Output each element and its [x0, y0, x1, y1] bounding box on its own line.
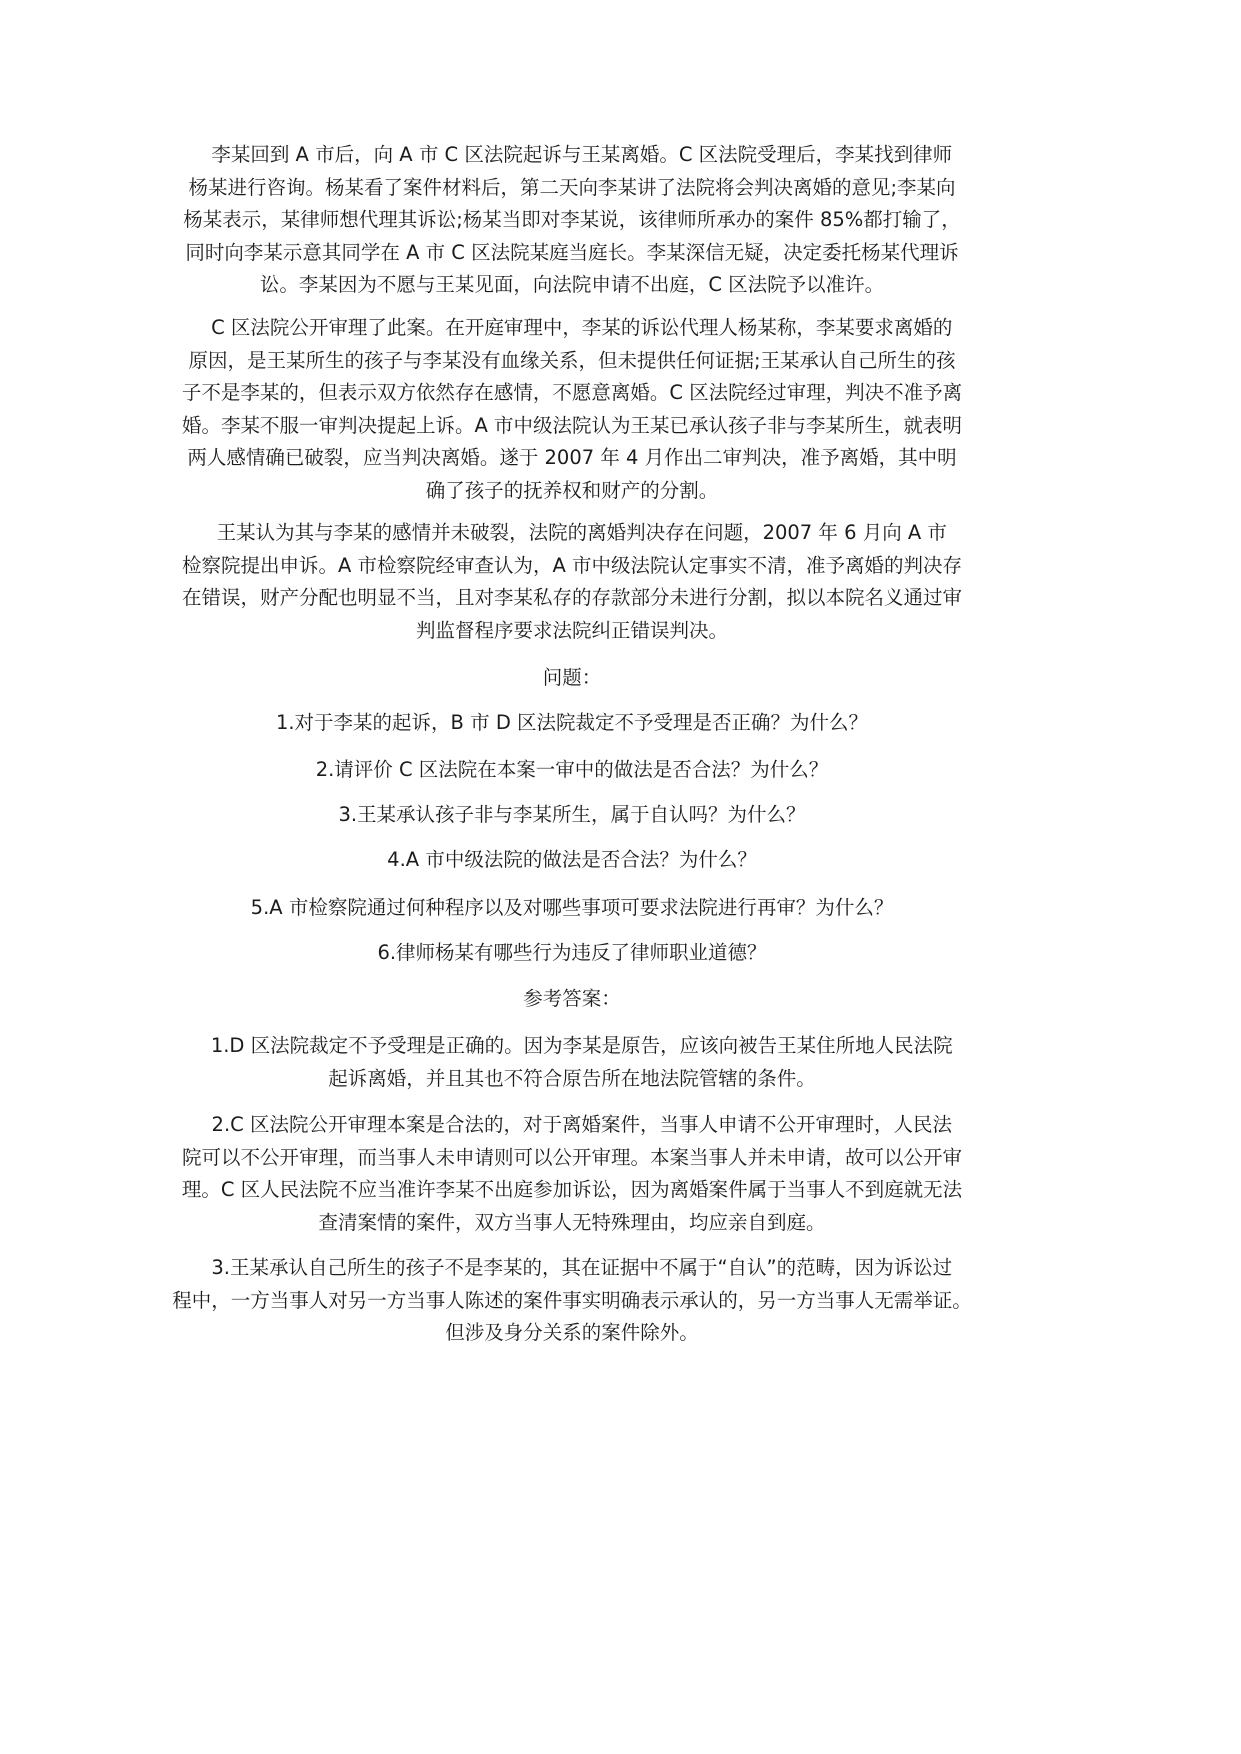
- answer-line: 查清案情的案件，双方当事人无特殊理由，均应亲自到庭。: [318, 1210, 826, 1234]
- case-paragraph: [150, 517, 994, 647]
- answer-line: 2.C 区法院公开审理本案是合法的，对于离婚案件，当事人申请不公开审理时，人民法: [211, 1113, 952, 1136]
- case-paragraph: [150, 312, 994, 507]
- answers-heading-text: 参考答案：: [523, 987, 621, 1010]
- paragraph-line: 判监督程序要求法院纠正错误判决。: [415, 618, 728, 642]
- question-item: [150, 844, 994, 877]
- paragraph-line: 子不是李某的，但表示双方依然存在感情，不愿意离婚。C 区法院经过审理，判决不准予离: [181, 381, 963, 404]
- question-item: [150, 937, 994, 970]
- question-text: 2.请评价 C 区法院在本案一审中的做法是否合法？为什么？: [315, 758, 829, 781]
- paragraph-line: 原因，是王某所生的孩子与李某没有血缘关系，但未提供任何证据;王某承认自己所生的孩: [188, 348, 956, 372]
- answer-line: 但涉及身分关系的案件除外。: [445, 1321, 699, 1344]
- paragraph-line: 在错误，财产分配也明显不当，且对李某私存的存款部分未进行分割，拟以本院名义通过审: [181, 586, 962, 609]
- answer-paragraph: [150, 1030, 994, 1095]
- question-item: [150, 754, 994, 787]
- answer-line: 程中，一方当事人对另一方当事人陈述的案件事实明确表示承认的，另一方当事人无需举证。: [172, 1288, 972, 1312]
- answer-paragraph: [150, 1109, 994, 1239]
- question-text: 6.律师杨某有哪些行为违反了律师职业道德？: [377, 941, 767, 964]
- question-item: [150, 892, 994, 925]
- paragraph-line: 杨某进行咨询。杨某看了案件材料后，第二天向李某讲了法院将会判决离婚的意见;李某向: [188, 175, 956, 199]
- question-text: 1.对于李某的起诉，B 市 D 区法院裁定不予受理是否正确？为什么？: [275, 711, 869, 734]
- paragraph-line: 讼。李某因为不愿与王某见面，向法院申请不出庭，C 区法院予以准许。: [259, 273, 885, 296]
- answer-line: 院可以不公开审理，而当事人未申请则可以公开审理。本案当事人并未申请，故可以公开审: [181, 1145, 962, 1169]
- paragraph-line: 李某回到 A 市后，向 A 市 C 区法院起诉与王某离婚。C 区法院受理后，李某找到律师: [211, 143, 953, 166]
- answer-line: 1.D 区法院裁定不予受理是正确的。因为李某是原告，应该向被告王某住所地人民法院: [210, 1034, 953, 1057]
- questions-heading: [150, 662, 994, 695]
- paragraph-line: 婚。李某不服一审判决提起上诉。A 市中级法院认为王某已承认孩子非与李某所生，就表明: [181, 413, 963, 437]
- paragraph-line: 同时向李某示意其同学在 A 市 C 区法院某庭当庭长。李某深信无疑，决定委托杨某代理诉: [185, 240, 959, 264]
- paragraph-line: 两人感情确已破裂，应当判决离婚。遂于 2007 年 4 月作出二审判决，准予离婚，其中明: [187, 446, 957, 469]
- question-text: 3.王某承认孩子非与李某所生，属于自认吗？为什么？: [338, 803, 806, 826]
- answer-line: 3.王某承认自己所生的孩子不是李某的，其在证据中不属于“自认”的范畴，因为诉讼过: [211, 1256, 953, 1279]
- question-text: 4.A 市中级法院的做法是否合法？为什么？: [387, 848, 757, 871]
- questions-heading-text: 问题：: [542, 666, 602, 689]
- answer-line: 理。C 区人民法院不应当准许李某不出庭参加诉讼，因为离婚案件属于当事人不到庭就无法: [181, 1178, 963, 1201]
- paragraph-line: C 区法院公开审理了此案。在开庭审理中，李某的诉讼代理人杨某称，李某要求离婚的: [211, 316, 953, 339]
- answer-line: 起诉离婚，并且其也不符合原告所在地法院管辖的条件。: [328, 1066, 816, 1090]
- paragraph-line: 杨某表示，某律师想代理其诉讼;杨某当即对李某说，该律师所承办的案件 85%都打输了，: [183, 208, 961, 231]
- case-paragraph: [150, 139, 994, 302]
- question-item: [150, 707, 994, 740]
- paragraph-line: 检察院提出申诉。A 市检察院经审查认为，A 市中级法院认定事实不清，准予离婚的判决存: [181, 553, 963, 577]
- answers-heading: [150, 983, 994, 1016]
- answer-paragraph: [150, 1252, 994, 1350]
- paragraph-line: 确了孩子的抚养权和财产的分割。: [425, 478, 719, 502]
- paragraph-line: 王某认为其与李某的感情并未破裂，法院的离婚判决存在问题，2007 年 6 月向 A 市: [216, 521, 947, 544]
- question-item: [150, 799, 994, 832]
- question-text: 5.A 市检察院通过何种程序以及对哪些事项可要求法院进行再审？为什么？: [250, 896, 894, 919]
